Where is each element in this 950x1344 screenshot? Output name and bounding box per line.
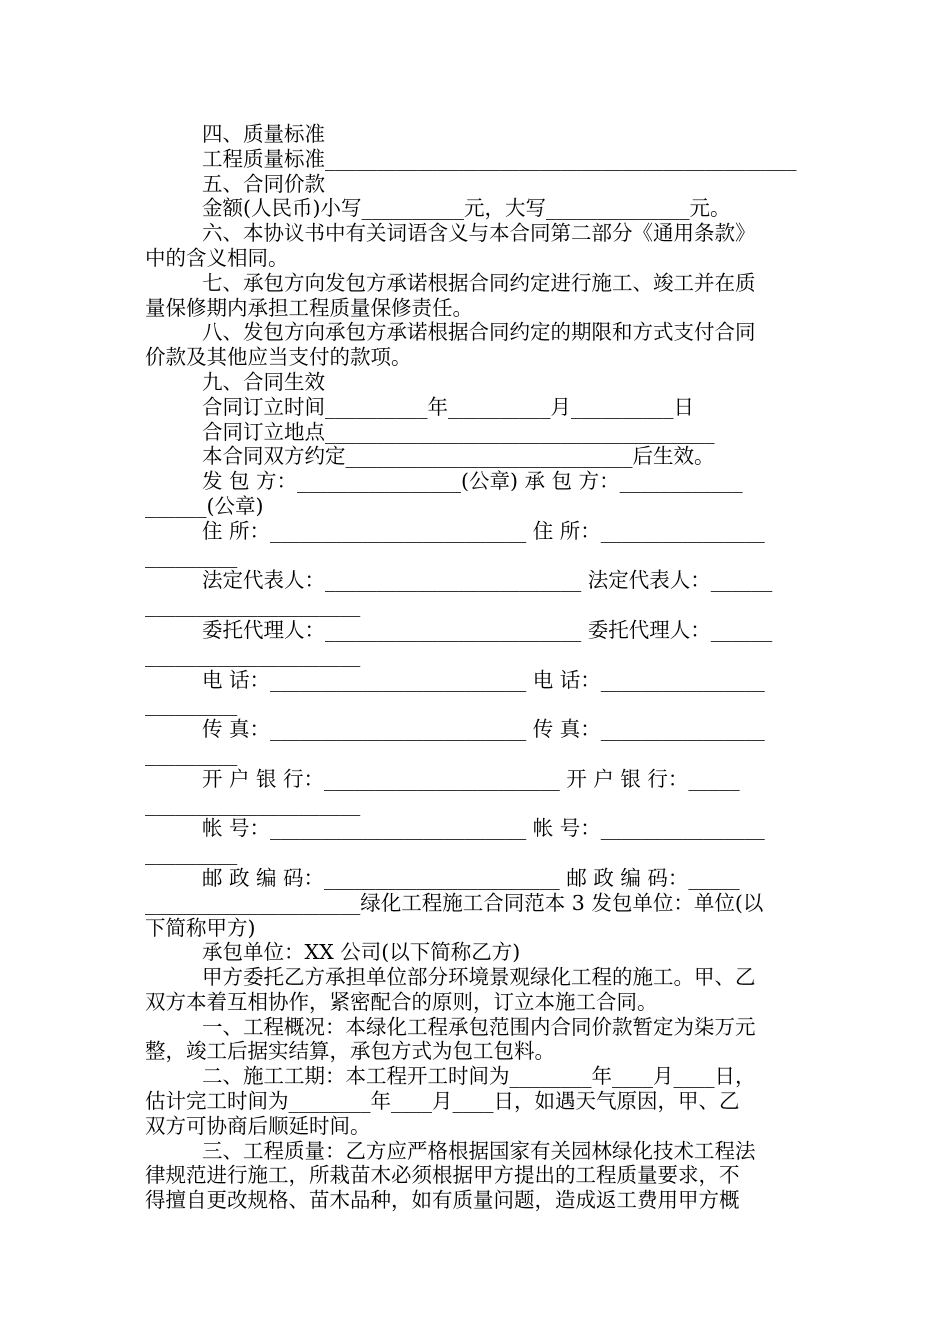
text-line: _________ bbox=[145, 841, 238, 866]
text-line: 住 所：_________________________ 住 所：________________ bbox=[202, 518, 765, 543]
text-line: 价款及其他应当支付的款项。 bbox=[145, 345, 412, 370]
text-line: 中的含义相同。 bbox=[145, 245, 289, 270]
text-line: _________ bbox=[145, 741, 238, 766]
text-line: 量保修期内承担工程质量保修责任。 bbox=[145, 295, 473, 320]
text-line: 承包单位：XX 公司(以下简称乙方) bbox=[202, 940, 521, 965]
text-line: 法定代表人：_________________________ 法定代表人：______ bbox=[202, 568, 773, 593]
text-line: 四、质量标准 bbox=[202, 122, 325, 146]
document-body bbox=[145, 122, 807, 1213]
text-line: 电 话：_________________________ 电 话：________________ bbox=[202, 667, 765, 692]
text-line: _________ bbox=[145, 692, 238, 717]
text-line: 发 包 方：________________(公章) 承 包 方：____________ bbox=[202, 469, 743, 494]
text-line: 双方可协商后顺延时间。 bbox=[145, 1113, 371, 1138]
text-line: 二、施工工期：本工程开工时间为________年____月____日， bbox=[202, 1064, 756, 1089]
text-line: 五、合同价款 bbox=[202, 171, 325, 196]
text-line: _____________________ bbox=[145, 593, 361, 618]
text-line: 下简称甲方) bbox=[145, 915, 256, 940]
text-line: 六、本协议书中有关词语含义与本合同第二部分《通用条款》 bbox=[202, 221, 756, 246]
text-line: _____________________ bbox=[145, 791, 361, 816]
text-line: _____________________绿化工程施工合同范本 3 发包单位：单位(以 bbox=[145, 890, 764, 915]
text-line: 合同订立时间__________年__________月__________日 bbox=[202, 394, 694, 419]
text-line: 律规范进行施工，所栽苗木必须根据甲方提出的工程质量要求，不 bbox=[145, 1163, 740, 1188]
text-line: 邮 政 编 码：_______________________ 邮 政 编 码：_____ bbox=[202, 865, 740, 890]
text-line: 合同订立地点______________________________________ bbox=[202, 419, 715, 444]
text-line: 传 真：_________________________ 传 真：________________ bbox=[202, 717, 765, 742]
text-line: 七、承包方向发包方承诺根据合同约定进行施工、竣工并在质 bbox=[202, 270, 756, 295]
text-line: 三、工程质量：乙方应严格根据国家有关园林绿化技术工程法 bbox=[202, 1138, 756, 1163]
text-line: 委托代理人：_________________________ 委托代理人：______ bbox=[202, 617, 773, 642]
text-line: 一、工程概况：本绿化工程承包范围内合同价款暂定为柒万元 bbox=[202, 1014, 756, 1039]
text-line: 估计完工时间为________年____月____日，如遇天气原因，甲、乙 bbox=[145, 1089, 740, 1114]
text-line: 开 户 银 行：_______________________ 开 户 银 行：_____ bbox=[202, 766, 740, 791]
text-line: 帐 号：_________________________ 帐 号：________________ bbox=[202, 816, 765, 841]
text-line: 本合同双方约定____________________________后生效。 bbox=[202, 444, 715, 469]
text-line: 整，竣工后据实结算，承包方式为包工包料。 bbox=[145, 1039, 555, 1064]
text-line: 得擅自更改规格、苗木品种，如有质量问题，造成返工费用甲方概 bbox=[145, 1188, 740, 1213]
text-line: 双方本着互相协作，紧密配合的原则，订立本施工合同。 bbox=[145, 989, 658, 1014]
text-line: _____________________ bbox=[145, 642, 361, 667]
text-line: 工程质量标准______________________________________________ bbox=[202, 146, 797, 171]
text-line: 八、发包方向承包方承诺根据合同约定的期限和方式支付合同 bbox=[202, 320, 756, 345]
text-line: ______(公章) bbox=[145, 493, 264, 518]
text-line: _________ bbox=[145, 543, 238, 568]
text-line: 甲方委托乙方承担单位部分环境景观绿化工程的施工。甲、乙 bbox=[202, 965, 756, 990]
text-line: 九、合同生效 bbox=[202, 369, 325, 394]
text-line: 金额(人民币)小写__________元，大写______________元。 bbox=[202, 196, 731, 221]
